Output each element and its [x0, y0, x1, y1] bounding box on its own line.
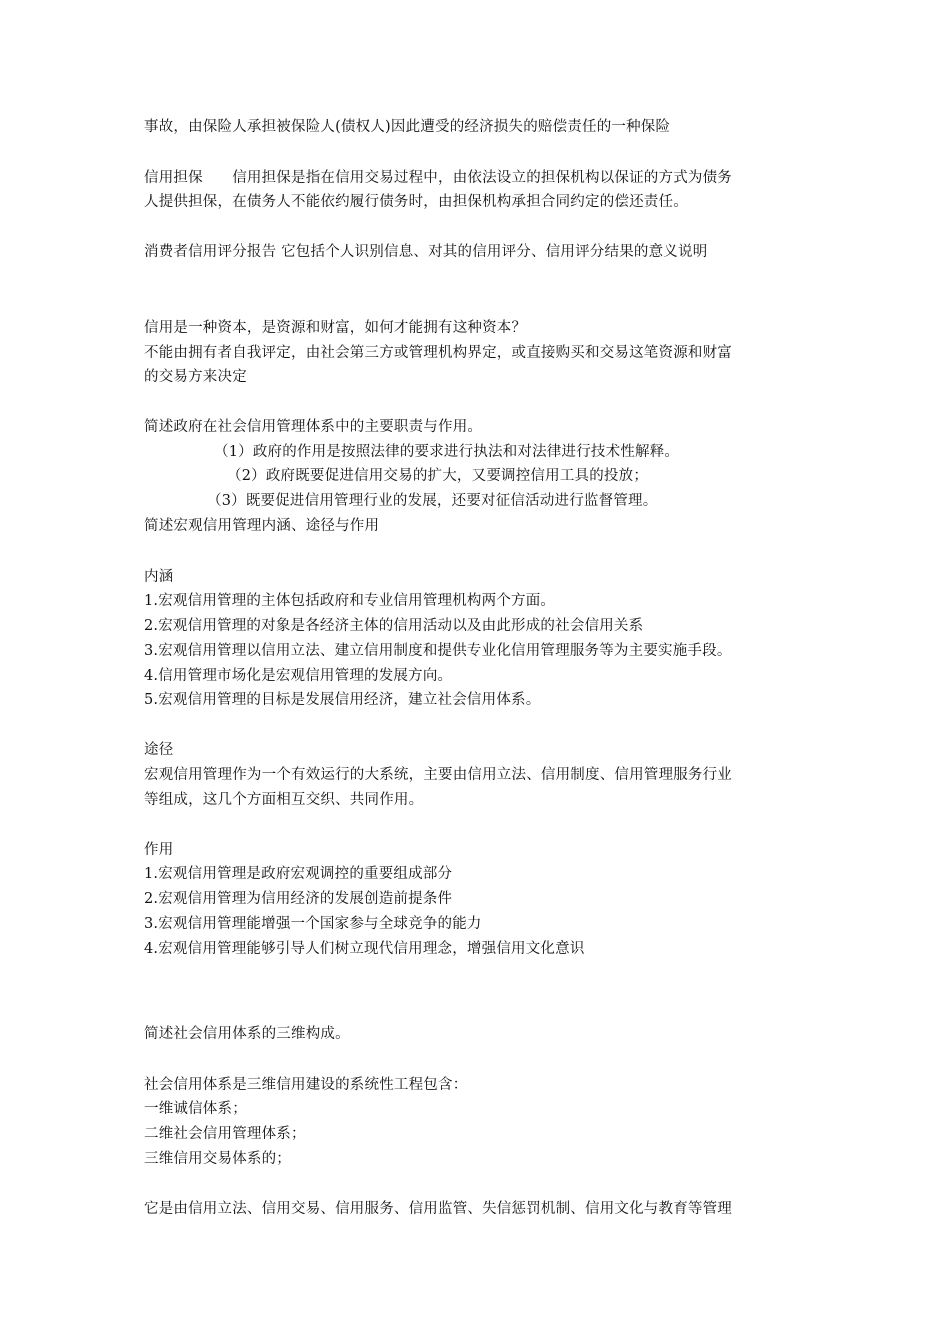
- list-item: 3.宏观信用管理能增强一个国家参与全球竞争的能力: [144, 916, 482, 932]
- text-line: 的交易方来决定: [144, 369, 247, 385]
- subheading: 作用: [144, 842, 174, 858]
- list-item: （1）政府的作用是按照法律的要求进行执法和对法律进行技术性解释。: [214, 444, 680, 460]
- section-question: 信用是一种资本，是资源和财富，如何才能拥有这种资本？: [144, 320, 527, 336]
- text-line: 社会信用体系是三维信用建设的系统性工程包含：: [144, 1077, 468, 1093]
- list-item: 1.宏观信用管理是政府宏观调控的重要组成部分: [144, 866, 453, 882]
- list-item: 2.宏观信用管理的对象是各经济主体的信用活动以及由此形成的社会信用关系: [144, 618, 644, 634]
- text-line: 消费者信用评分报告 它包括个人识别信息、对其的信用评分、信用评分结果的意义说明: [144, 244, 708, 260]
- list-item: 5.宏观信用管理的目标是发展信用经济，建立社会信用体系。: [144, 692, 541, 708]
- list-item: 一维诚信体系；: [144, 1101, 247, 1117]
- text-line: 等组成，这几个方面相互交织、共同作用。: [144, 792, 424, 808]
- text-line: 不能由拥有者自我评定，由社会第三方或管理机构界定，或直接购买和交易这笔资源和财富: [144, 345, 732, 361]
- text-line: 宏观信用管理作为一个有效运行的大系统，主要由信用立法、信用制度、信用管理服务行业: [144, 767, 732, 783]
- text-line: 它是由信用立法、信用交易、信用服务、信用监管、失信惩罚机制、信用文化与教育等管理: [144, 1201, 732, 1217]
- subheading: 内涵: [144, 569, 174, 585]
- text-line: 人提供担保，在债务人不能依约履行债务时，由担保机构承担合同约定的偿还责任。: [144, 194, 688, 210]
- text-line: 信用担保 信用担保是指在信用交易过程中，由依法设立的担保机构以保证的方式为债务: [144, 170, 732, 186]
- section-question: 简述社会信用体系的三维构成。: [144, 1026, 350, 1042]
- text-line: 事故，由保险人承担被保险人(债权人)因此遭受的经济损失的赔偿责任的一种保险: [144, 119, 671, 135]
- list-item: （3）既要促进信用管理行业的发展，还要对征信活动进行监督管理。: [207, 493, 658, 509]
- list-item: 4.信用管理市场化是宏观信用管理的发展方向。: [144, 668, 453, 684]
- list-item: 4.宏观信用管理能够引导人们树立现代信用理念，增强信用文化意识: [144, 941, 585, 957]
- list-item: 1.宏观信用管理的主体包括政府和专业信用管理机构两个方面。: [144, 593, 556, 609]
- list-item: （2）政府既要促进信用交易的扩大，又要调控信用工具的投放；: [227, 468, 649, 484]
- list-item: 3.宏观信用管理以信用立法、建立信用制度和提供专业化信用管理服务等为主要实施手段。: [144, 643, 732, 659]
- list-item: 二维社会信用管理体系；: [144, 1126, 306, 1142]
- section-question: 简述政府在社会信用管理体系中的主要职责与作用。: [144, 419, 483, 435]
- list-item: 三维信用交易体系的；: [144, 1151, 291, 1167]
- subheading: 途径: [144, 742, 174, 758]
- list-item: 2.宏观信用管理为信用经济的发展创造前提条件: [144, 891, 453, 907]
- section-question: 简述宏观信用管理内涵、途径与作用: [144, 518, 380, 534]
